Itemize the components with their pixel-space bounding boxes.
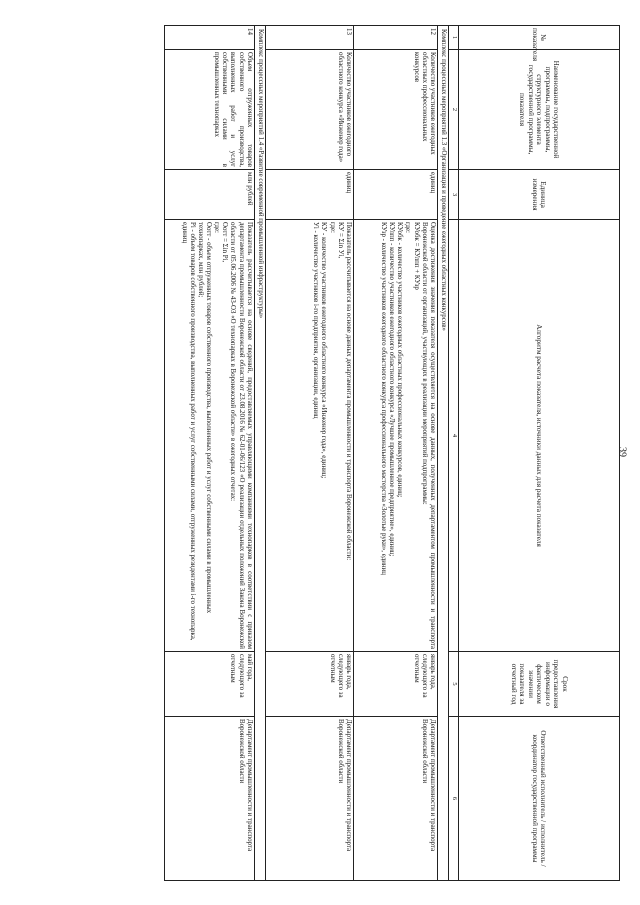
indicator-responsible: Департамент промышленности и транспорта Воронежской области xyxy=(265,717,353,881)
indicator-name: Количество участников ежегодного областного конкурса «Инженер года» xyxy=(265,50,353,170)
algorithm-line: КУзр - количество участников ежегодного областного конкурса профессионального мастерства «Золотые руки», единиц xyxy=(380,222,388,575)
indicators-table xyxy=(164,25,620,881)
section-title: Комплекс процессных мероприятий 1.3 «Организация и проведение ежегодных областных конкурсов» xyxy=(437,26,448,881)
header-unit: Единица измерения xyxy=(459,170,620,220)
algorithm-line: Показатель рассчитывается на основе сведений, предоставляемых управляющими компаниями технопарков в соответствии с приказом департамента промышленности Воронежской области от 23.08.2016 № 62-01-06/123 «О реализации отдельных положений Закона Воронежской области от 05.06.2006 № 43-ОЗ «О технопарках в Воронежской области» в ежегодных отчетах: xyxy=(229,222,253,649)
col-number: 3 xyxy=(449,170,459,220)
algorithm-line: Уi - количество участников i-го предприятия, организации, единиц xyxy=(312,222,320,419)
algorithm-formula: КУобк = КУлпп + КУзр xyxy=(412,222,420,290)
indicator-algorithm xyxy=(265,220,353,652)
section-row xyxy=(437,26,448,881)
algorithm-line: где: xyxy=(328,222,336,233)
algorithm-line: КУлпп - количество участников ежегодного областного конкурса «Лучшее промышленное предприятие», единиц; xyxy=(388,222,396,557)
algorithm-line: Показатель рассчитывается на основе данных департамента промышленности и транспорта Воронежской области: xyxy=(344,222,352,561)
indicator-name: Количество участников ежегодных областных профессиональных конкурсов xyxy=(353,50,437,170)
algorithm-formula: КУ = Σin Уi, xyxy=(336,222,344,259)
indicator-responsible: Департамент промышленности и транспорта Воронежской области xyxy=(164,717,254,881)
algorithm-formula: Оотт = Σin Рi, xyxy=(221,222,229,263)
header-name: Наименование государственной программы, подпрограммы, структурного элемента государственной программы, показателя xyxy=(459,50,620,170)
header-number: № показателя xyxy=(459,26,620,50)
algorithm-line: КУ - количество участников ежегодного областного конкурса «Инженер года», единиц; xyxy=(320,222,328,479)
algorithm-line: КУобк - количество участников ежегодных областных профессиональных конкурсов, единиц; xyxy=(396,222,404,498)
col-number: 4 xyxy=(449,220,459,652)
indicator-unit: единиц xyxy=(265,170,353,220)
table-row xyxy=(164,26,254,881)
algorithm-line: Оценка достижения значения показателя осуществляется на основе данных, полученных департаментом промышленности и транспорта Воронежской области от организаций, участвующих в реализации мероприятий подпрограммы: xyxy=(420,222,436,649)
rotated-page xyxy=(158,25,620,880)
indicator-term: январь года, следующего за отчетным xyxy=(353,652,437,717)
row-number: 13 xyxy=(265,26,353,50)
row-number: 12 xyxy=(353,26,437,50)
indicator-term: январь года, следующего за отчетным xyxy=(265,652,353,717)
header-term: Срок предоставления информации о фактическом значении показателя за отчетный год xyxy=(459,652,620,717)
header-algorithm: Алгоритм расчета показателя, источники данных для расчета показателя xyxy=(459,220,620,652)
section-row xyxy=(254,26,265,881)
section-title: Комплекс процессных мероприятий 1.4 «Развитие современной промышленной инфраструктуры» xyxy=(254,26,265,881)
algorithm-line: Рi - объем товаров собственного производства, выполненных работ и услуг собственными силами, отгруженных резидентами i-го технопарка, единиц xyxy=(180,222,196,641)
algorithm-line: Оотт - объем отгруженных товаров собственного производства, выполненных работ и услуг собственными силами в промышленных технопарках, млн рублей; xyxy=(196,222,213,614)
indicator-algorithm xyxy=(353,220,437,652)
page-number: 39 xyxy=(616,447,628,457)
col-number: 2 xyxy=(449,50,459,170)
indicator-algorithm xyxy=(164,220,254,652)
col-number: 1 xyxy=(449,26,459,50)
header-responsible: Ответственный исполнитель / исполнитель / координатор государственной программы xyxy=(459,717,620,881)
algorithm-line: где: xyxy=(213,222,221,233)
indicator-unit: млн рублей xyxy=(164,170,254,220)
table-header xyxy=(459,26,620,881)
column-numbers-row xyxy=(449,26,459,881)
row-number: 14 xyxy=(164,26,254,50)
indicator-name: Объем отгруженных товаров собственного производства, выполненных работ и услуг собственными силами в промышленных технопарках xyxy=(164,50,254,170)
algorithm-line: где: xyxy=(404,222,412,233)
col-number: 5 xyxy=(449,652,459,717)
col-number: 6 xyxy=(449,717,459,881)
indicator-term: май года, следующего за отчетным xyxy=(164,652,254,717)
indicator-responsible: Департамент промышленности и транспорта Воронежской области xyxy=(353,717,437,881)
indicator-unit: единиц xyxy=(353,170,437,220)
table-row xyxy=(265,26,353,881)
table-row xyxy=(353,26,437,881)
